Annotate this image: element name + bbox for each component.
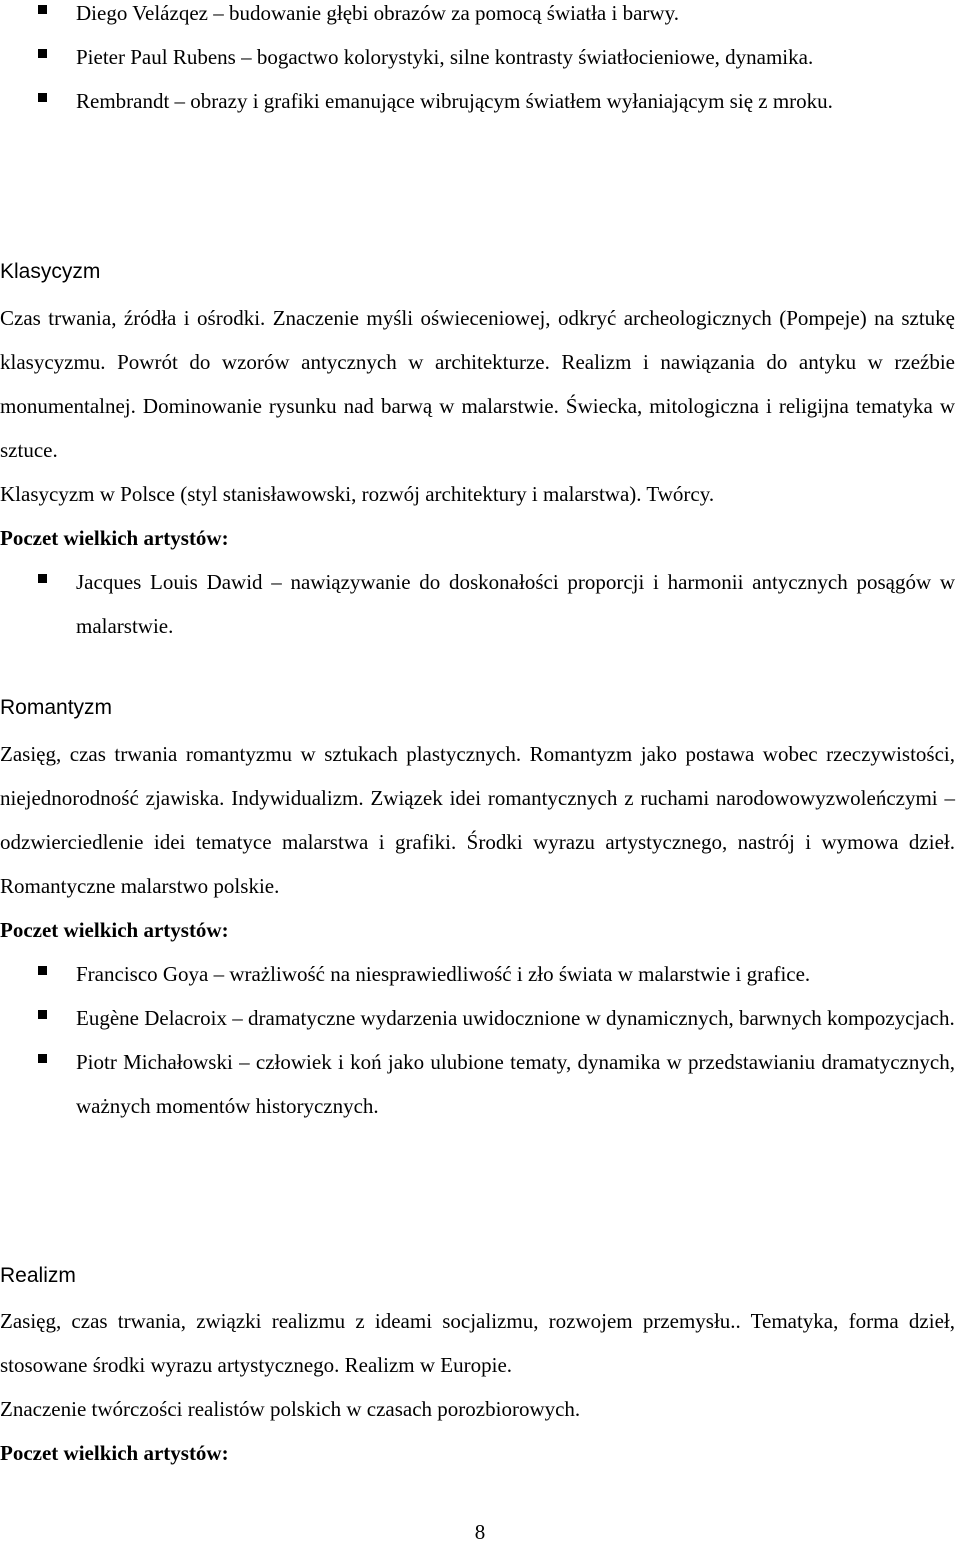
list-item: Piotr Michałowski – człowiek i koń jako ulubione tematy, dynamika w przedstawianiu dramatycznych, ważnych momentów historycznych. [0,1040,955,1128]
artists-label: Poczet wielkich artystów: [0,918,229,942]
bullet-icon [38,966,47,975]
baroque-artists-list [0,0,955,123]
klasycyzm-paragraph-poland: Klasycyzm w Polsce (styl stanisławowski, rozwój architektury i malarstwa). Twórcy. [0,482,715,506]
romantyzm-artists-list [0,952,955,1128]
list-item: Rembrandt – obrazy i grafiki emanujące wibrującym światłem wyłaniającym się z mroku. [0,79,955,123]
klasycyzm-artists-list [0,560,955,648]
list-item: Eugène Delacroix – dramatyczne wydarzenia uwidocznione w dynamicznych, barwnych kompozycjach. [0,996,955,1040]
romantyzm-section [0,732,955,1128]
realizm-paragraph: Zasięg, czas trwania, związki realizmu z ideami socjalizmu, rozwojem przemysłu.. Tematyka, forma dzieł, stosowane środki wyrazu artystycznego. Realizm w Europie. [0,1309,955,1377]
baroque-artists-section [0,0,955,123]
romantyzm-paragraph: Zasięg, czas trwania romantyzmu w sztukach plastycznych. Romantyzm jako postawa wobec rzeczywistości, niejednorodność zjawiska. Indywidualizm. Związek idei romantycznych z ruchami narodowowyzwoleńczymi – odzwierciedlenie idei tematyce malarstwa i grafiki. Środki wyrazu artystycznego, nastrój i wymowa dzieł. Romantyczne malarstwo polskie. [0,742,955,898]
list-item: Pieter Paul Rubens – bogactwo kolorystyki, silne kontrasty światłocieniowe, dynamika. [0,35,955,79]
realizm-paragraph-poland: Znaczenie twórczości realistów polskich w czasach porozbiorowych. [0,1397,581,1421]
section-heading-romantyzm: Romantyzm [0,696,113,719]
bullet-icon [38,1010,47,1019]
klasycyzm-section [0,296,955,648]
page-number: 8 [474,1520,486,1544]
list-item: Francisco Goya – wrażliwość na niesprawiedliwość i zło świata w malarstwie i grafice. [0,952,955,996]
section-heading-klasycyzm: Klasycyzm [0,260,101,283]
artists-label: Poczet wielkich artystów: [0,526,229,550]
klasycyzm-paragraph: Czas trwania, źródła i ośrodki. Znaczenie myśli oświeceniowej, odkryć archeologicznych (Pompeje) na sztukę klasycyzmu. Powrót do wzorów antycznych w architekturze. Realizm i nawiązania do antyku w rzeźbie monumentalnej. Dominowanie rysunku nad barwą w malarstwie. Świecka, mitologiczna i religijna tematyka w sztuce. [0,306,955,462]
bullet-icon [38,574,47,583]
section-heading-realizm: Realizm [0,1264,76,1287]
artists-label: Poczet wielkich artystów: [0,1441,229,1465]
realizm-section [0,1299,955,1475]
bullet-icon [38,49,47,58]
list-item: Jacques Louis Dawid – nawiązywanie do doskonałości proporcji i harmonii antycznych posągów w malarstwie. [0,560,955,648]
bullet-icon [38,93,47,102]
bullet-icon [38,1054,47,1063]
bullet-icon [38,5,47,14]
list-item: Diego Velázqez – budowanie głębi obrazów za pomocą światła i barwy. [0,0,955,35]
